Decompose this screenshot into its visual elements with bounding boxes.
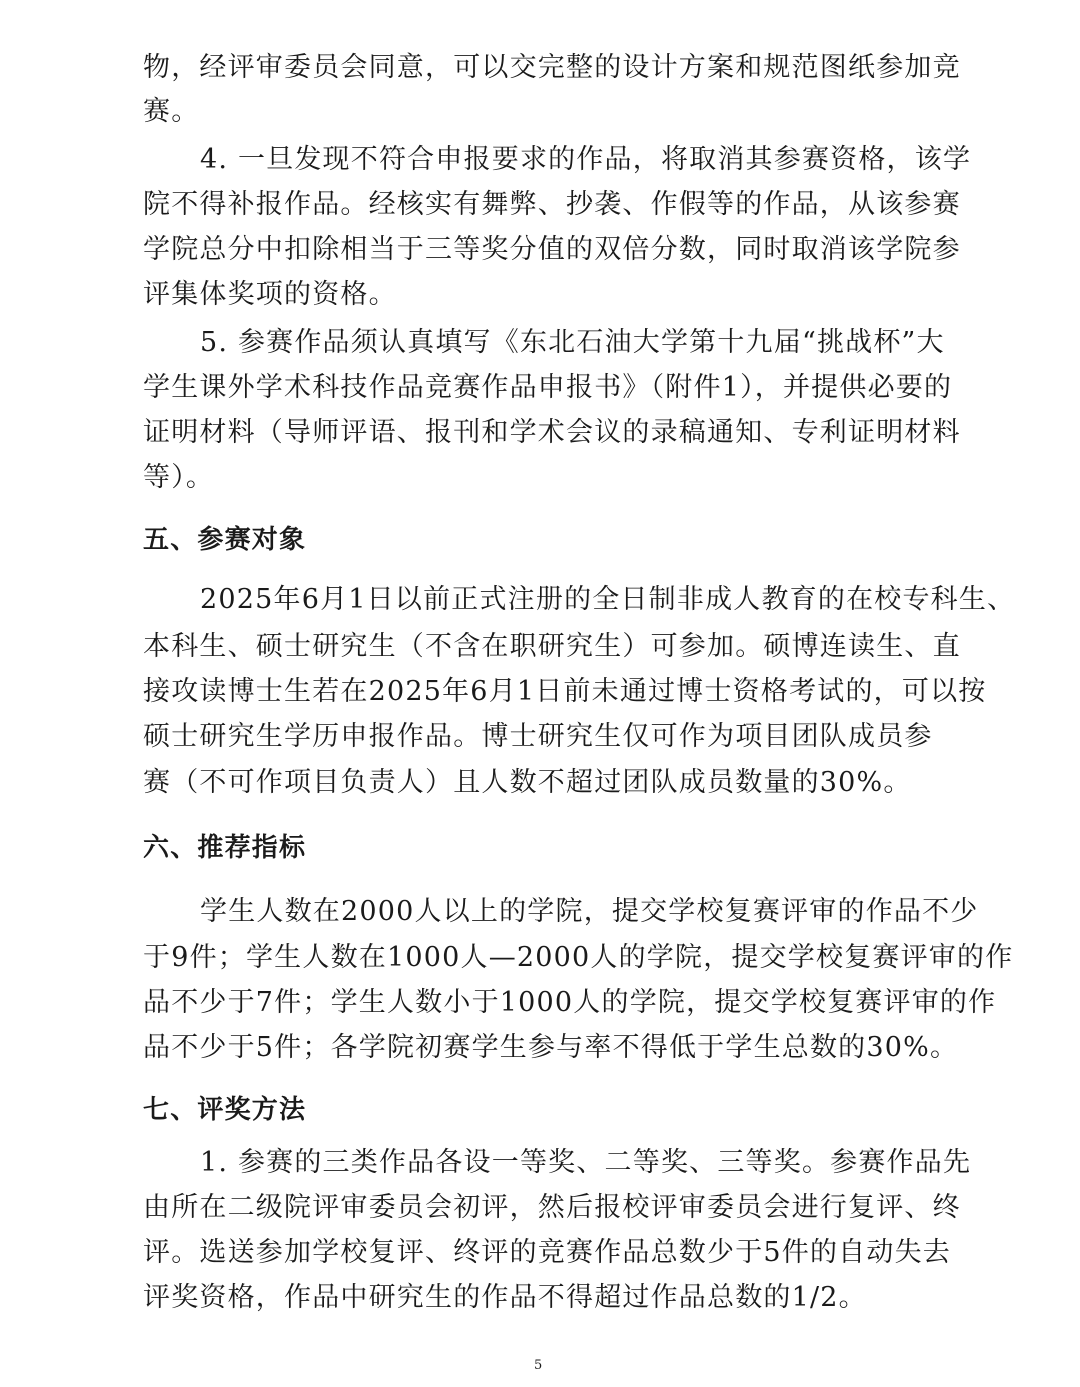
text-line: 学生课外学术科技作品竞赛作品申报书》（附件1），并提供必要的 xyxy=(143,372,953,403)
text-line: 品不少于7件；学生人数小于1000人的学院，提交学校复赛评审的作 xyxy=(143,987,997,1018)
text-line: 5. 参赛作品须认真填写《东北石油大学第十九届“挑战杯”大 xyxy=(200,327,945,358)
text-line: 院不得补报作品。经核实有舞弊、抄袭、作假等的作品，从该参赛 xyxy=(143,189,961,220)
text-line: 评集体奖项的资格。 xyxy=(143,279,397,310)
text-line: 赛。 xyxy=(143,96,200,127)
text-line: 证明材料（导师评语、报刊和学术会议的录稿通知、专利证明材料 xyxy=(143,417,961,448)
text-line: 物，经评审委员会同意，可以交完整的设计方案和规范图纸参加竞 xyxy=(143,52,961,83)
text-line: 等）。 xyxy=(143,462,215,493)
text-line: 评奖资格，作品中研究生的作品不得超过作品总数的1/2。 xyxy=(143,1282,867,1313)
text-line: 评。选送参加学校复评、终评的竞赛作品总数少于5件的自动失去 xyxy=(143,1237,951,1268)
text-line: 品不少于5件；各学院初赛学生参与率不得低于学生总数的30%。 xyxy=(143,1032,959,1063)
page-number: 5 xyxy=(534,1358,543,1373)
text-line: 1. 参赛的三类作品各设一等奖、二等奖、三等奖。参赛作品先 xyxy=(200,1147,972,1178)
section-heading: 六、推荐指标 xyxy=(143,833,307,863)
text-line: 接攻读博士生若在2025年6月1日前未通过博士资格考试的，可以按 xyxy=(143,676,987,707)
text-line: 4. 一旦发现不符合申报要求的作品，将取消其参赛资格，该学 xyxy=(200,144,972,175)
section-heading: 七、评奖方法 xyxy=(143,1095,307,1125)
text-line: 由所在二级院评审委员会初评，然后报校评审委员会进行复评、终 xyxy=(143,1192,961,1223)
text-line: 2025年6月1日以前正式注册的全日制非成人教育的在校专科生、 xyxy=(200,584,1016,615)
text-line: 于9件；学生人数在1000人—2000人的学院，提交学校复赛评审的作 xyxy=(143,942,1014,973)
text-line: 学院总分中扣除相当于三等奖分值的双倍分数，同时取消该学院参 xyxy=(143,234,961,265)
text-line: 学生人数在2000人以上的学院，提交学校复赛评审的作品不少 xyxy=(200,896,979,927)
section-heading: 五、参赛对象 xyxy=(143,525,307,555)
text-line: 硕士研究生学历申报作品。博士研究生仅可作为项目团队成员参 xyxy=(143,721,933,752)
text-line: 赛（不可作项目负责人）且人数不超过团队成员数量的30%。 xyxy=(143,767,912,798)
text-line: 本科生、硕士研究生（不含在职研究生）可参加。硕博连读生、直 xyxy=(143,631,961,662)
